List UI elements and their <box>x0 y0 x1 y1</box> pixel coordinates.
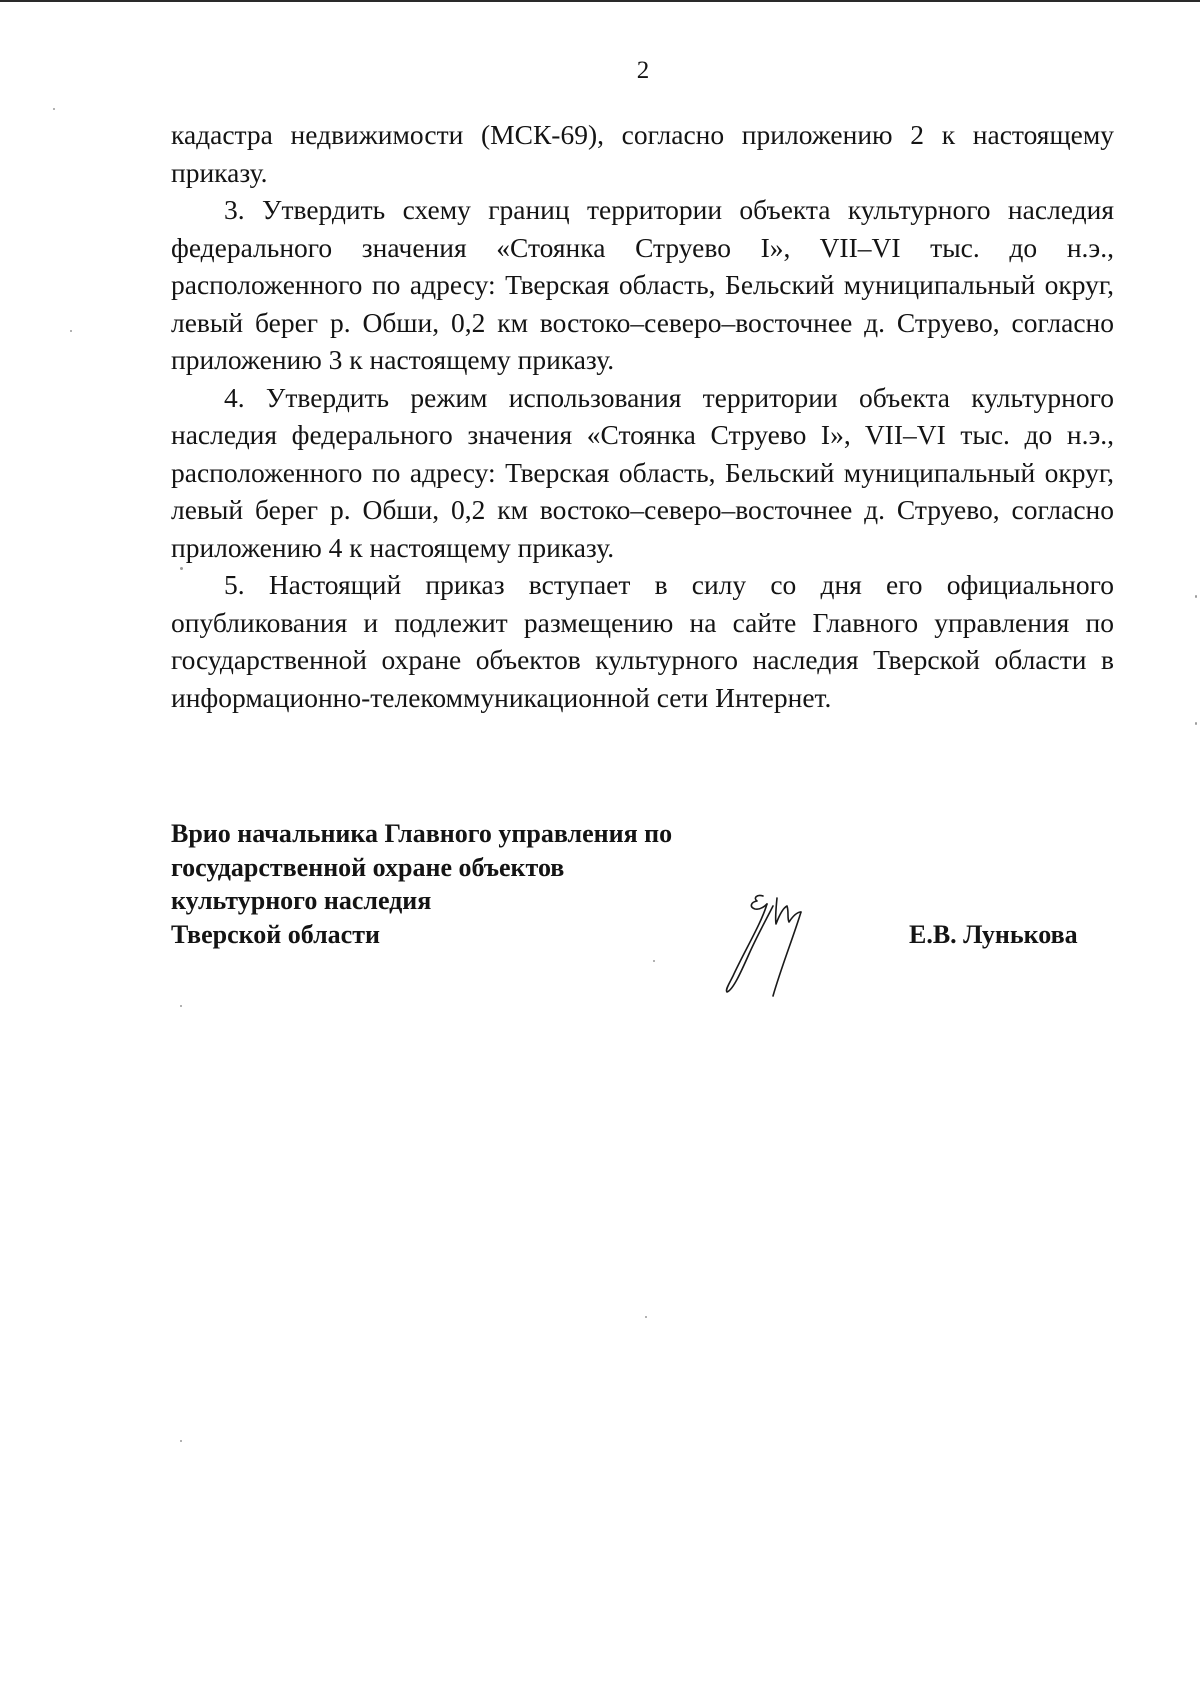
paragraph-item-4: 4. Утвердить режим использования территории объекта культурного наследия федерального значения «Стоянка Струево I», VII–VI тыс. до н.э., расположенного по адресу: Тверская область, Бельский муниципальный округ, левый берег р. Обши, 0,2 км востоко–северо–восточнее д. Струево, согласно приложению 4 к настоящему приказу. <box>171 381 1114 563</box>
position-line-4: Тверской области <box>171 919 380 949</box>
paragraph-item-3: 3. Утвердить схему границ территории объекта культурного наследия федерального значения «Стоянка Струево I», VII–VI тыс. до н.э., расположенного по адресу: Тверская область, Бельский муниципальный округ, левый берег р. Обши, 0,2 км востоко–северо–восточнее д. Струево, согласно приложению 3 к настоящему приказу. <box>171 194 1114 375</box>
scan-speck <box>645 1316 647 1318</box>
position-line-1: Врио начальника Главного управления по <box>171 819 673 848</box>
paragraph-item-5: 5. Настоящий приказ вступает в силу со дня его официального опубликования и подлежит размещению на сайте Главного управления по государственной охране объектов культурного наследия Тверской области в информационно-телекоммуникационной сети Интернет. <box>171 569 1114 713</box>
paragraph-continuation: кадастра недвижимости (МСК-69), согласно приложению 2 к настоящему приказу. <box>171 119 1114 188</box>
scan-speck <box>1195 722 1197 725</box>
scan-speck <box>53 108 55 110</box>
scan-speck <box>653 960 655 962</box>
scan-speck <box>70 330 72 332</box>
order-body <box>171 116 1114 716</box>
scan-speck <box>180 567 183 570</box>
page-number: 2 <box>636 57 650 84</box>
signer-name: Е.В. Лунькова <box>909 920 1078 949</box>
signatory-position <box>171 817 672 951</box>
position-line-2: государственной охране объектов <box>171 852 565 882</box>
scan-speck <box>180 1005 182 1007</box>
scan-speck <box>1195 595 1197 598</box>
scan-speck <box>180 1440 182 1442</box>
page-top-border <box>0 0 1200 2</box>
handwritten-signature <box>697 888 847 998</box>
position-line-3: культурного наследия <box>171 886 432 915</box>
